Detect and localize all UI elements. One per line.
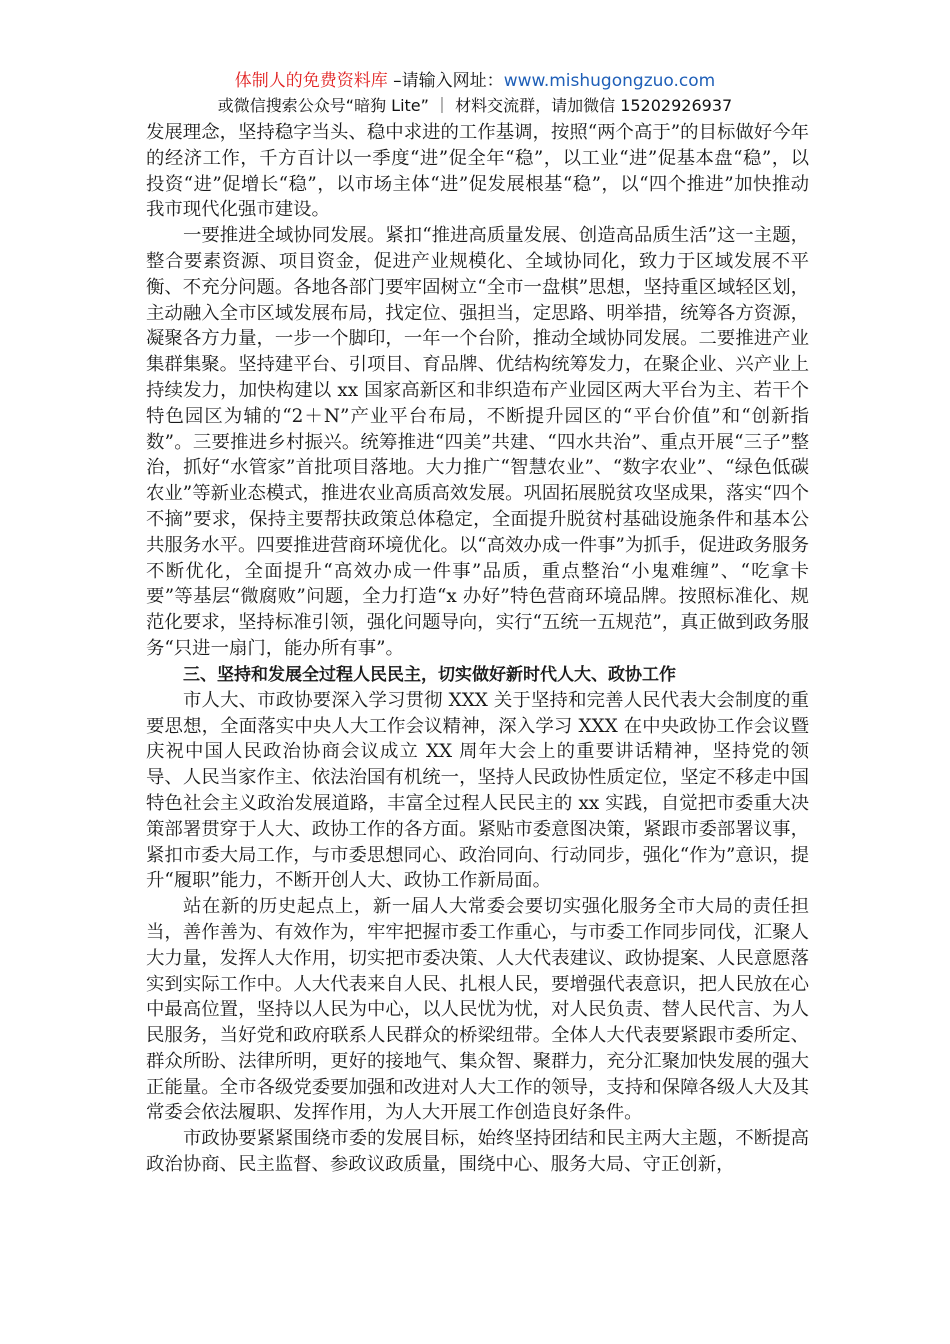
paragraph-standing-committee: 站在新的历史起点上，新一届人大常委会要切实强化服务全市大局的责任担当，善作善为、有效作为，牢牢把握市委工作重心，与市委工作同步同伐，汇聚人大力量，发挥人大作用，切实把市委决策、人大代表建议、政协提案、人民意愿落实到实际工作中。人大代表来自人民、扎根人民，要增强代表意识，把人民放在心中最高位置，坚持以人民为中心，以人民忧为忧，对人民负责、替人民代言、为人民服务，当好党和政府联系人民群众的桥梁纽带。全体人大代表要紧跟市委所定、群众所盼、法律所明，更好的接地气、集众智、聚群力，充分汇聚加快发展的强大正能量。全市各级党委要加强和改进对人大工作的领导，支持和保障各级人大及其常委会依法履职、发挥作用，为人大开展工作创造良好条件。 <box>146 896 809 1124</box>
site-name: 体制人的免费资料库 <box>234 71 388 91</box>
paragraph-four-pushes: 一要推进全域协同发展。紧扣“推进高质量发展、创造高品质生活”这一主题，整合要素资源、项目资金，促进产业规模化、全域协同化，致力于区域发展不平衡、不充分问题。各地各部门要牢固树立“全市一盘棋”思想，坚持重区域轻区划，主动融入全市区域发展布局，找定位、强担当，定思路、明举措，统筹各方资源，凝聚各方力量，一步一个脚印，一年一个台阶，推动全域协同发展。二要推进产业集群集聚。坚持建平台、引项目、育品牌、优结构统筹发力，在聚企业、兴产业上持续发力，加快构建以 xx 国家高新区和非织造布产业园区两大平台为主、若干个特色园区为辅的“2＋N”产业平台布局，不断提升园区的“平台价值”和“创新指数”。三要推进乡村振兴。统筹推进“四美”共建、“四水共治”、重点开展“三子”整治，抓好“水管家”首批项目落地。大力推广“智慧农业”、“数字农业”、“绿色低碳农业”等新业态模式，推进农业高质高效发展。巩固拓展脱贫攻坚成果，落实“四个不摘”要求，保持主要帮扶政策总体稳定，全面提升脱贫村基础设施条件和基本公共服务水平。四要推进营商环境优化。以“高效办成一件事”为抓手，促进政务服务不断优化，全面提升“高效办成一件事”品质，重点整治“小鬼难缠”、“吃拿卡要”等基层“微腐败”问题，全力打造“x 办好”特色营商环境品牌。按照标准化、规范化要求，坚持标准引领，强化问题导向，实行“五统一五规范”，真正做到政务服务“只进一扇门，能办所有事”。 <box>146 225 809 659</box>
header-line-2: 或微信搜索公众号“暗狗 Lite” ｜ 材料交流群，请加微信 15202926937 <box>217 96 733 115</box>
paragraph-cppcc: 市政协要紧紧围绕市委的发展目标，始终坚持团结和民主两大主题，不断提高政治协商、民主监督、参政议政质量，围绕中心、服务大局、守正创新， <box>146 1128 809 1176</box>
url-prompt: –请输入网址： <box>387 71 504 91</box>
paragraph-npc-cppcc: 市人大、市政协要深入学习贯彻 XXX 关于坚持和完善人民代表大会制度的重要思想，全面落实中央人大工作会议精神，深入学习 XXX 在中央政协工作会议暨庆祝中国人民政治协商会议成立 XX 周年大会上的重要讲话精神，坚持党的领导、人民当家作主、依法治国有机统一，坚持人民政协性质定位，坚定不移走中国特色社会主义政治发展道路，丰富全过程人民民主的 xx 实践，自觉把市委重大决策部署贯穿于人大、政协工作的各方面。紧贴市委意图决策，紧跟市委部署议事，紧扣市委大局工作，与市委思想同心、政治同向、行动同步，强化“作为”意识，提升“履职”能力，不断开创人大、政协工作新局面。 <box>146 689 809 892</box>
paragraph-intro: 发展理念，坚持稳字当头、稳中求进的工作基调，按照“两个高于”的目标做好今年的经济工作，千方百计以一季度“进”促全年“稳”，以工业“进”促基本盘“稳”，以投资“进”促增长“稳”，以市场主体“进”促发展根基“稳”，以“四个推进”加快推动我市现代化强市建设。 <box>146 122 809 221</box>
document-body <box>146 120 809 1178</box>
page-header <box>0 70 950 117</box>
section-heading-3: 三、坚持和发展全过程人民民主，切实做好新时代人大、政协工作 <box>183 664 676 685</box>
site-url-link[interactable]: www.mishugongzuo.com <box>503 71 716 91</box>
header-line-1 <box>0 70 950 92</box>
